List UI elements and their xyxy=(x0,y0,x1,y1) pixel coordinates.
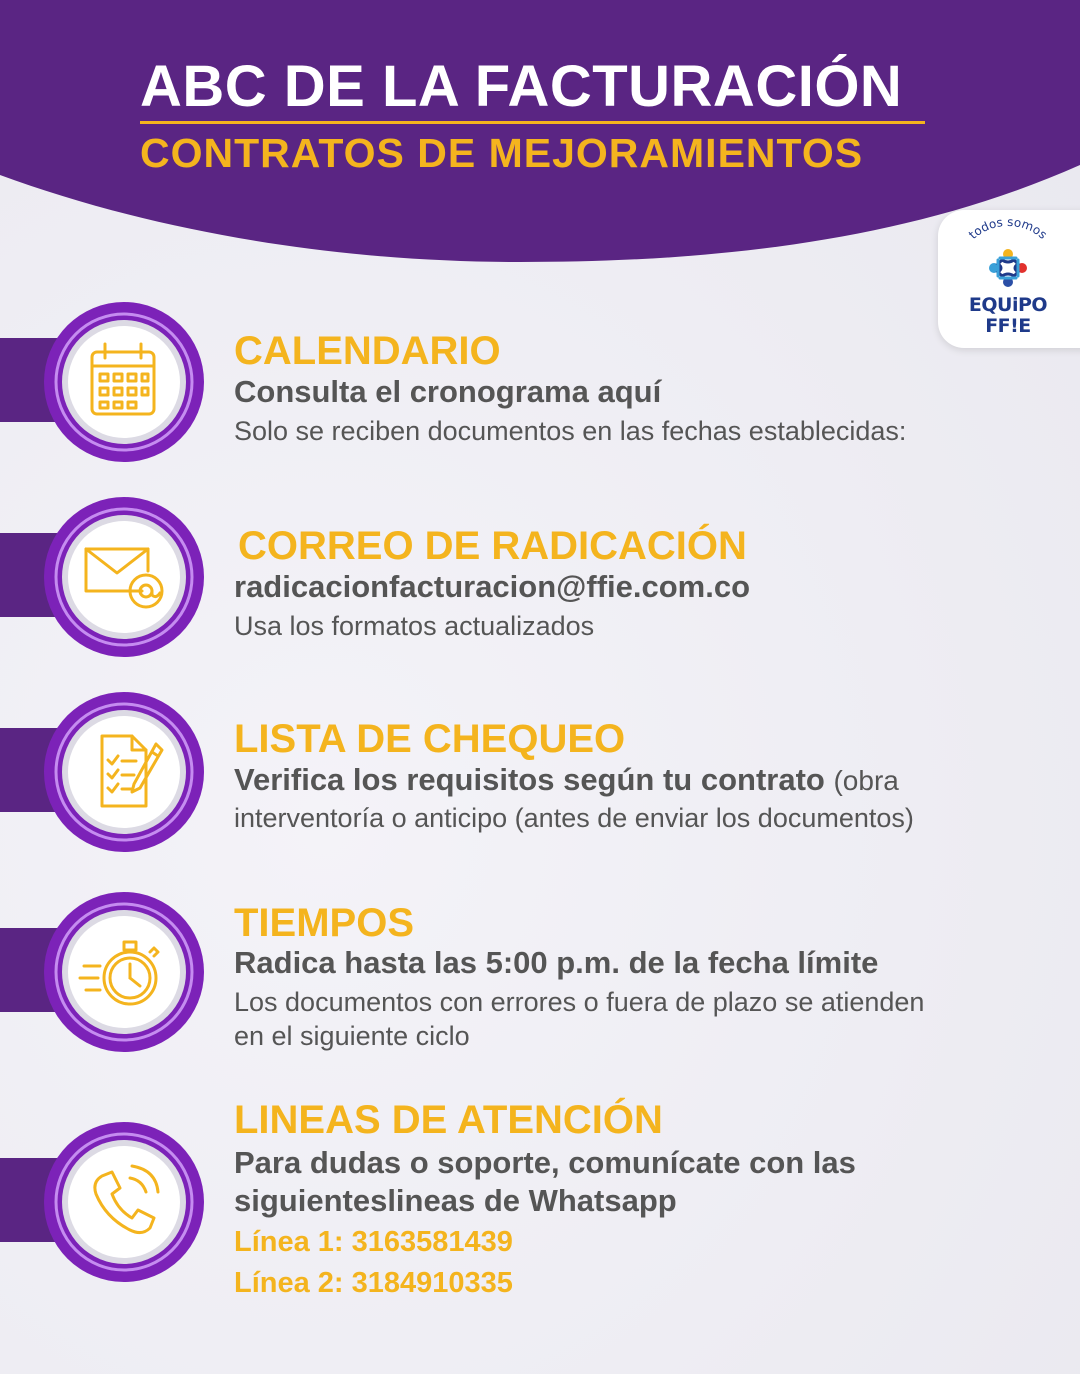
section-heading: CORREO DE RADICACIÓN xyxy=(238,524,747,568)
page-subtitle: CONTRATOS DE MEJORAMIENTOS xyxy=(140,130,864,176)
section-bold-main: Verifica los requisitos según tu contrato xyxy=(234,762,825,797)
section-light-text: Usa los formatos actualizados xyxy=(234,611,595,641)
section-heading: CALENDARIO xyxy=(234,329,501,373)
logo-line-2: FF!E xyxy=(985,315,1031,337)
title-divider xyxy=(140,121,925,124)
section-bold-text: Consulta el cronograma aquí xyxy=(234,374,662,409)
team-people-icon xyxy=(989,249,1027,287)
phone-medal xyxy=(42,1120,206,1284)
calendar-medal xyxy=(42,300,206,464)
stopwatch-medal xyxy=(42,890,206,1054)
checklist-medal xyxy=(42,690,206,854)
section-bold-text-1: Para dudas o soporte, comunícate con las xyxy=(234,1145,856,1180)
section-light-text: interventoría o anticipo (antes de enviar los documentos) xyxy=(234,803,914,833)
equipo-ffie-logo xyxy=(938,210,1080,348)
logo-tagline: todos somos xyxy=(966,214,1050,242)
section-heading: LISTA DE CHEQUEO xyxy=(234,717,626,761)
section-bold-suffix: (obra xyxy=(833,765,899,796)
svg-text:todos somos xyxy=(966,215,1050,242)
section-light-text-2: en el siguiente ciclo xyxy=(234,1021,470,1051)
email-medal xyxy=(42,495,206,659)
section-bold-text: Radica hasta las 5:00 p.m. de la fecha límite xyxy=(234,945,879,980)
logo-line-1: EQUiPO xyxy=(968,294,1048,316)
email-address[interactable]: radicacionfacturacion@ffie.com.co xyxy=(234,569,751,604)
section-heading: TIEMPOS xyxy=(234,901,415,945)
section-bold-text xyxy=(234,761,899,800)
whatsapp-line-2[interactable]: Línea 2: 3184910335 xyxy=(234,1267,513,1299)
section-light-text: Solo se reciben documentos en las fechas establecidas: xyxy=(234,416,907,446)
section-bold-text-2: siguienteslineas de Whatsapp xyxy=(234,1183,677,1218)
section-heading: LINEAS DE ATENCIÓN xyxy=(234,1098,663,1142)
whatsapp-line-1[interactable]: Línea 1: 3163581439 xyxy=(234,1226,513,1258)
page-title: ABC DE LA FACTURACIÓN xyxy=(140,54,903,119)
section-light-text-1: Los documentos con errores o fuera de plazo se atienden xyxy=(234,987,925,1017)
